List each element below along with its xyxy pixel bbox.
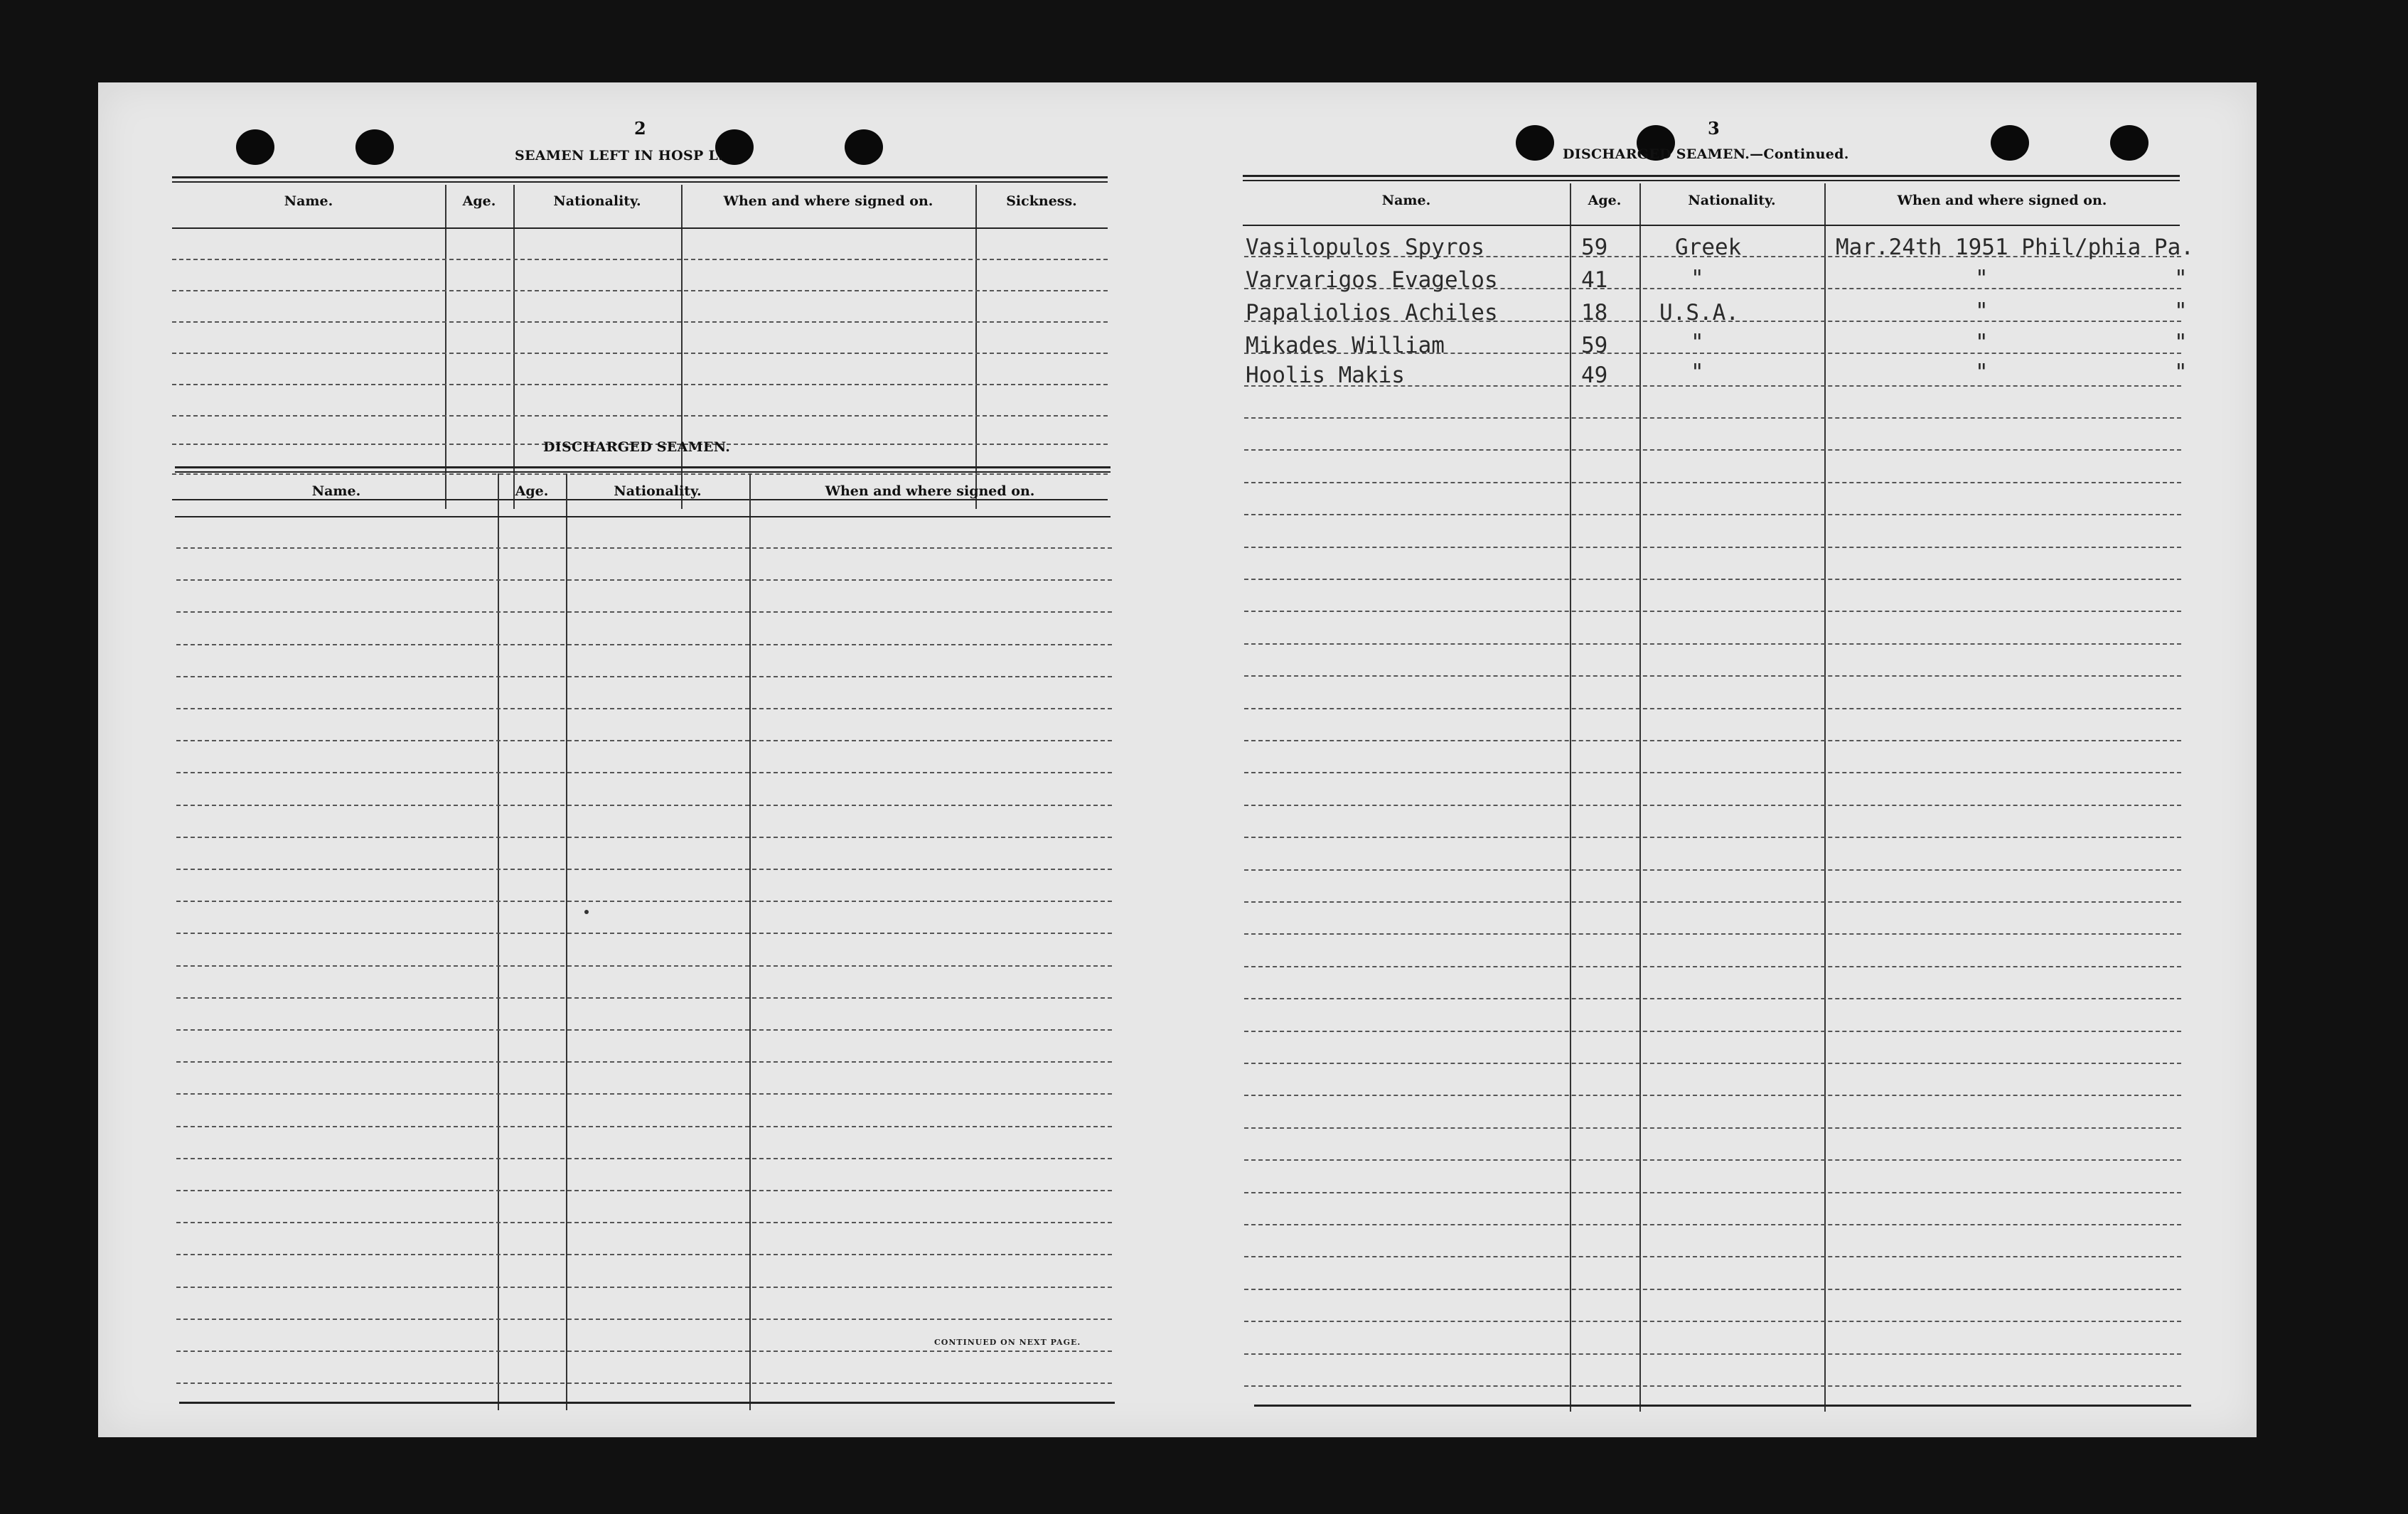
ruled-line	[176, 1126, 1112, 1127]
column-header-signed-on: When and where signed on.	[1897, 193, 2107, 208]
hospital-section-title: SEAMEN LEFT IN HOSP L.	[515, 148, 724, 163]
ruled-line	[1244, 1256, 2181, 1257]
column-divider	[566, 473, 567, 1410]
section-rule	[1243, 175, 2180, 177]
ruled-line	[1244, 869, 2181, 871]
column-header-name: Name.	[1381, 193, 1431, 208]
ruled-line	[1244, 417, 2181, 419]
column-header-signed-on: When and where signed on.	[723, 193, 933, 209]
section-rule	[172, 499, 1108, 500]
document-sheet	[98, 82, 2257, 1437]
ruled-line	[172, 473, 1108, 475]
binder-hole	[355, 129, 394, 165]
column-header-nationality: Nationality.	[1688, 193, 1776, 208]
seaman-age: 18	[1581, 300, 1608, 326]
column-header-age: Age.	[1588, 193, 1622, 208]
binder-hole	[845, 129, 883, 165]
ruled-line	[1244, 1192, 2181, 1193]
signed-on-ditto: "	[2174, 299, 2188, 324]
ruled-line	[1244, 611, 2181, 612]
ruled-line	[172, 259, 1108, 260]
ruled-line	[1244, 1063, 2181, 1064]
ruled-line	[176, 933, 1112, 934]
ruled-line	[1244, 805, 2181, 806]
section-rule	[175, 466, 1111, 468]
ruled-line	[1244, 998, 2181, 999]
ruled-line	[176, 965, 1112, 967]
ruled-line	[176, 1287, 1112, 1288]
seaman-age: 59	[1581, 333, 1608, 358]
ruled-line	[176, 1029, 1112, 1031]
ruled-line	[1244, 772, 2181, 773]
ruled-line	[176, 740, 1112, 741]
seaman-nationality: "	[1691, 330, 1704, 355]
signed-on-ditto: "	[2174, 360, 2188, 385]
column-divider	[749, 473, 751, 1410]
binder-hole	[1991, 125, 2029, 161]
seaman-name: Papaliolios Achiles	[1246, 300, 1498, 326]
seaman-name: Vasilopulos Spyros	[1246, 235, 1484, 260]
ruled-line	[172, 321, 1108, 323]
ruled-line	[1244, 449, 2181, 451]
ruled-line	[1244, 547, 2181, 548]
seaman-nationality: "	[1691, 266, 1704, 291]
header-rule	[1243, 225, 2180, 226]
column-divider	[498, 473, 499, 1410]
section-rule	[175, 471, 1111, 473]
ruled-line	[176, 1351, 1112, 1352]
ruled-line	[176, 1093, 1112, 1095]
ruled-line	[1244, 1353, 2181, 1355]
ruled-line	[176, 1222, 1112, 1223]
signed-on-ditto: "	[1975, 330, 1989, 355]
seaman-nationality: U.S.A.	[1659, 300, 1739, 326]
discharged-section-title: DISCHARGED SEAMEN.	[543, 439, 731, 455]
ruled-line	[176, 1319, 1112, 1320]
column-header-age: Age.	[515, 483, 549, 499]
ruled-line	[1244, 1289, 2181, 1290]
ruled-line	[1244, 1095, 2181, 1096]
ruled-line	[1244, 1031, 2181, 1032]
page-number: 2	[634, 118, 646, 139]
signed-on: Mar.24th 1951 Phil/phia Pa.	[1836, 235, 2194, 260]
column-divider	[1570, 183, 1571, 1412]
section-rule	[172, 176, 1108, 178]
seaman-age: 41	[1581, 267, 1608, 293]
ruled-line	[172, 384, 1108, 385]
bottom-rule	[179, 1402, 1115, 1404]
ruled-line	[1244, 1321, 2181, 1322]
ruled-line	[176, 611, 1112, 613]
ruled-line	[176, 547, 1112, 549]
signed-on-ditto: "	[1975, 360, 1989, 385]
section-rule	[172, 181, 1108, 183]
ruled-line	[176, 579, 1112, 581]
ruled-line	[176, 644, 1112, 645]
ruled-line	[176, 1158, 1112, 1159]
column-header-name: Name.	[311, 483, 361, 499]
ruled-line	[172, 290, 1108, 291]
ruled-line	[176, 901, 1112, 902]
column-divider	[681, 185, 683, 509]
column-header-sickness: Sickness.	[1006, 193, 1077, 209]
page-number: 3	[1708, 118, 1720, 139]
ruled-line	[176, 1254, 1112, 1255]
column-header-signed-on: When and where signed on.	[825, 483, 1035, 499]
ruled-line	[172, 353, 1108, 354]
column-divider	[975, 185, 977, 509]
ruled-line	[176, 708, 1112, 709]
ruled-line	[1244, 514, 2181, 515]
column-divider	[1639, 183, 1641, 1412]
ruled-line	[1244, 901, 2181, 903]
seaman-name: Hoolis Makis	[1246, 363, 1405, 388]
section-rule	[1243, 180, 2180, 181]
ruled-line	[176, 805, 1112, 806]
column-divider	[1824, 183, 1826, 1412]
column-divider	[513, 185, 515, 509]
ruled-line	[1244, 675, 2181, 677]
header-rule	[172, 227, 1108, 229]
seaman-nationality: Greek	[1675, 235, 1742, 260]
seaman-nationality: "	[1691, 360, 1704, 385]
seaman-age: 59	[1581, 235, 1608, 260]
ruled-line	[176, 1383, 1112, 1384]
ruled-line	[1244, 482, 2181, 483]
column-header-nationality: Nationality.	[614, 483, 702, 499]
column-header-age: Age.	[462, 193, 496, 209]
ruled-line	[176, 997, 1112, 999]
ruled-line	[1244, 837, 2181, 838]
seaman-name: Mikades William	[1246, 333, 1445, 358]
ruled-line	[176, 772, 1112, 773]
ruled-line	[1244, 708, 2181, 709]
ruled-line	[172, 415, 1108, 417]
ruled-line	[1244, 1159, 2181, 1161]
seaman-name: Varvarigos Evagelos	[1246, 267, 1498, 293]
column-header-nationality: Nationality.	[553, 193, 641, 209]
ruled-line	[176, 676, 1112, 677]
signed-on-ditto: "	[2174, 330, 2188, 355]
ruled-line	[1244, 643, 2181, 645]
binder-hole	[2110, 125, 2149, 161]
ruled-line	[1244, 1385, 2181, 1387]
continued-note: CONTINUED ON NEXT PAGE.	[934, 1338, 1081, 1347]
signed-on-ditto: "	[2174, 266, 2188, 291]
bottom-rule	[1254, 1405, 2191, 1407]
ruled-line	[1244, 1224, 2181, 1225]
ruled-line	[176, 1190, 1112, 1191]
signed-on-ditto: "	[1975, 299, 1989, 324]
ruled-line	[1244, 1127, 2181, 1129]
signed-on-ditto: "	[1975, 266, 1989, 291]
ruled-line	[1244, 740, 2181, 741]
ruled-line	[1244, 933, 2181, 935]
discharged-continued-title: DISCHARGED SEAMEN.—Continued.	[1563, 146, 1849, 162]
ruled-line	[176, 837, 1112, 838]
binder-hole	[236, 129, 274, 165]
header-rule	[175, 516, 1111, 517]
ink-speck	[584, 910, 589, 914]
ruled-line	[1244, 966, 2181, 967]
column-header-name: Name.	[284, 193, 333, 209]
binder-hole	[1516, 125, 1554, 161]
column-divider	[445, 185, 446, 509]
ruled-line	[176, 1061, 1112, 1063]
ruled-line	[1244, 579, 2181, 580]
ruled-line	[176, 869, 1112, 870]
seaman-age: 49	[1581, 363, 1608, 388]
